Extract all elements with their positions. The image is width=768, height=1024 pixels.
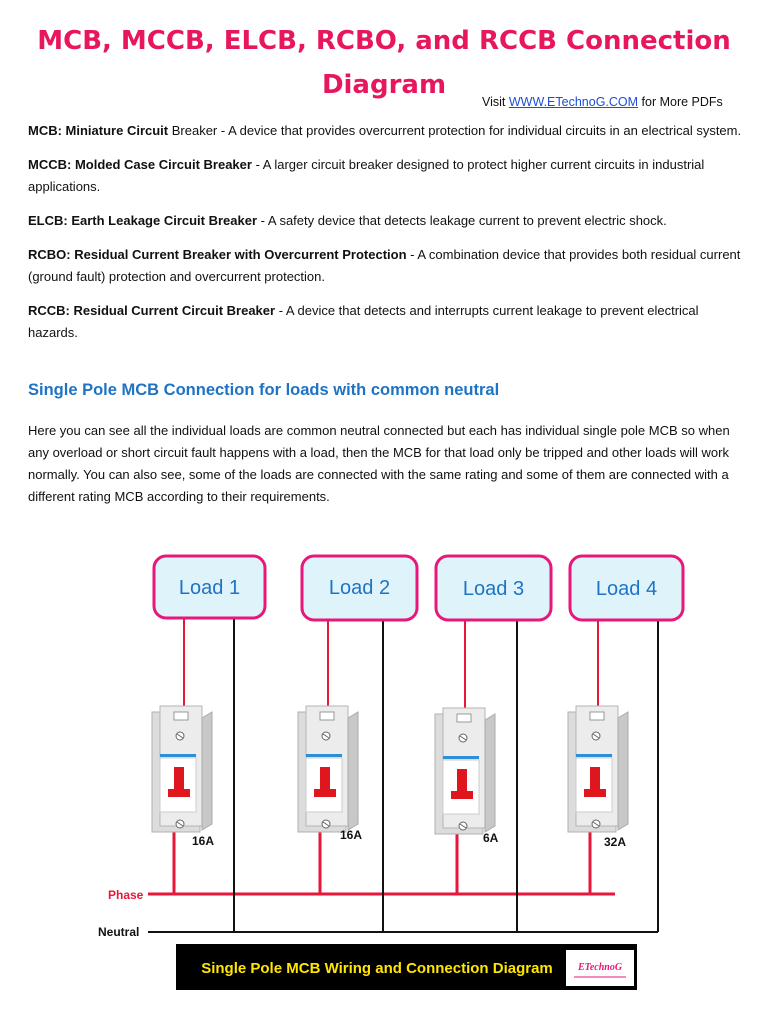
section-heading: Single Pole MCB Connection for loads with common neutral (28, 381, 500, 399)
def-term-name: Residual Current Breaker with Overcurrent Protection (74, 247, 407, 262)
website-link[interactable]: WWW.ETechnoG.COM (508, 95, 639, 109)
def-term-name: Earth Leakage Circuit Breaker (71, 213, 258, 228)
banner-caption: Single Pole MCB Wiring and Connection Diagram (201, 960, 553, 977)
mcb-breaker-3 (435, 708, 495, 834)
def-term: MCB: (28, 123, 66, 138)
load-label-2: Load 2 (328, 577, 391, 599)
load-label-1: Load 1 (178, 577, 241, 599)
def-term-name: Molded Case Circuit Breaker (74, 157, 252, 172)
def-term-name: Miniature Circuit (65, 123, 169, 138)
load-box-4 (570, 556, 683, 620)
load-box-2 (302, 556, 417, 620)
etechnog-logo (566, 950, 634, 986)
def-term: RCBO: (28, 247, 75, 262)
rating-label-1: 16A (192, 834, 215, 848)
mcb-breaker-1 (152, 706, 212, 832)
def-text: - A combination device that provides both residual current (ground fault) protection and overcurrent protection. (28, 247, 741, 284)
load-label-3: Load 3 (462, 578, 525, 600)
definition-rccb (28, 300, 746, 344)
mcb-breaker-2 (298, 706, 358, 832)
phase-label: Phase (108, 888, 144, 902)
visit-note (482, 95, 723, 109)
definition-elcb (28, 210, 746, 232)
mcb-wiring-diagram (0, 540, 768, 1024)
mcb-breaker-4 (568, 706, 628, 832)
section-paragraph: Here you can see all the individual loads are common neutral connected but each has individual single pole MCB so when any overload or short circuit fault happens with a load, then the MCB for that load only be tripped and other loads will work normally. You can also see, some of the loads are connected with the same rating and some of them are connected with a different rating MCB according to their requirements. (28, 423, 730, 504)
definitions-list (28, 120, 746, 356)
logo-text: ETechnoG (577, 962, 623, 973)
load-box-3 (436, 556, 551, 620)
def-text: - A larger circuit breaker designed to protect higher current circuits in industrial applications. (28, 157, 705, 194)
rating-label-2: 16A (340, 828, 363, 842)
visit-suffix: for More PDFs (638, 95, 723, 109)
rating-label-3: 6A (483, 831, 499, 845)
def-term: RCCB: (28, 303, 74, 318)
definition-mcb (28, 120, 746, 142)
visit-prefix: Visit (482, 95, 509, 109)
load-label-4: Load 4 (595, 578, 658, 600)
def-term: MCCB: (28, 157, 75, 172)
page-title-line1: MCB, MCCB, ELCB, RCBO, and RCCB Connection (37, 26, 731, 56)
def-text: - A safety device that detects leakage current to prevent electric shock. (257, 213, 667, 228)
load-box-1 (154, 556, 265, 618)
def-term-name: Residual Current Circuit Breaker (73, 303, 276, 318)
def-term: ELCB: (28, 213, 72, 228)
rating-label-4: 32A (604, 835, 627, 849)
def-text: - A device that detects and interrupts current leakage to prevent electrical hazards. (28, 303, 699, 340)
def-text: Breaker - A device that provides overcurrent protection for individual circuits in an electrical system. (168, 123, 742, 138)
neutral-label: Neutral (98, 925, 140, 939)
definition-rcbo (28, 244, 746, 288)
page-title-line2: Diagram (321, 70, 447, 100)
definition-mccb (28, 154, 746, 198)
